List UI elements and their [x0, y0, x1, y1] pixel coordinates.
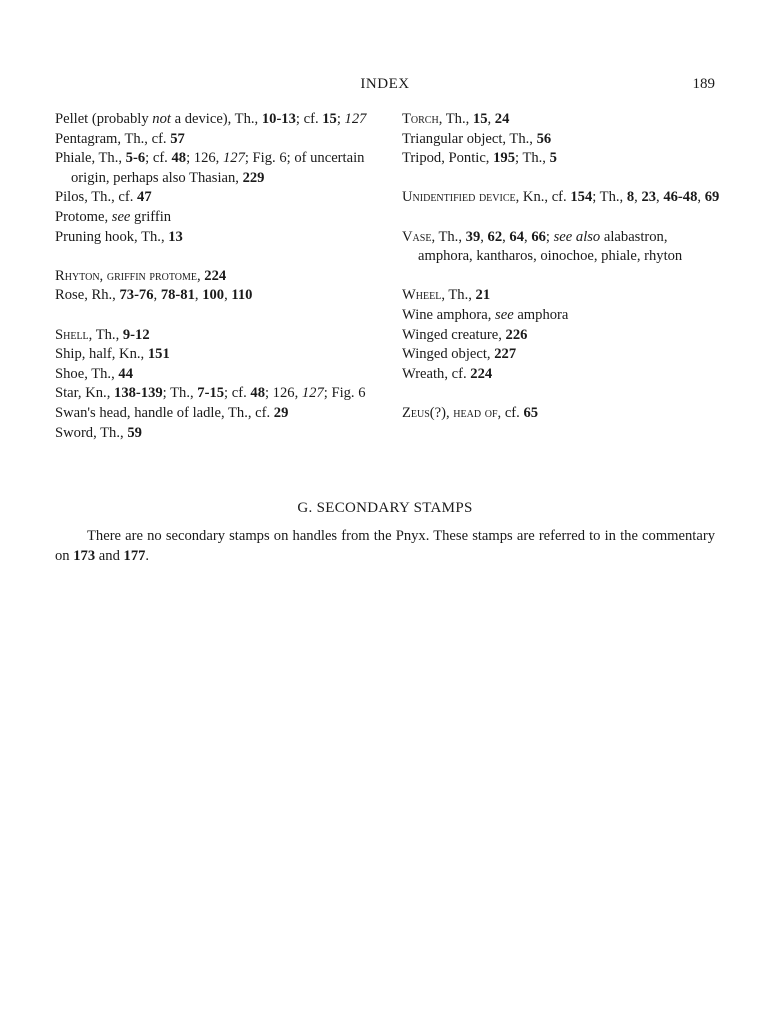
index-text: , Th., [438, 111, 473, 127]
index-entry [55, 326, 373, 346]
index-column-right [402, 110, 720, 443]
index-reference: 7-15 [197, 385, 225, 402]
index-text: Winged object, [402, 346, 495, 363]
index-entry [55, 228, 373, 248]
section-paragraph [55, 527, 715, 566]
index-reference: 177 [123, 547, 146, 564]
index-reference: 138-139 [114, 385, 163, 402]
index-headword: Torch [402, 111, 439, 127]
index-entry [402, 326, 720, 346]
index-reference: 65 [523, 404, 539, 421]
index-text: amphora [513, 306, 569, 323]
index-letter-group [402, 110, 720, 169]
index-entry [402, 306, 720, 326]
index-text: griffin [130, 208, 172, 225]
index-text: ; cf. [295, 111, 323, 127]
index-text: , [502, 228, 510, 245]
index-reference: 5 [549, 150, 557, 167]
index-text: , [487, 111, 495, 127]
index-entry [55, 110, 373, 130]
index-entry [55, 267, 373, 287]
index-headword: Unidentified device [402, 189, 516, 206]
index-text: There are no secondary stamps on handles from the Pnyx. These stamps are referred to in the commentary on [55, 528, 715, 564]
index-text: Swan's head, handle of ladle, Th., cf. [55, 404, 274, 421]
index-text: Shoe, Th., [55, 365, 119, 382]
index-entry [55, 286, 373, 306]
index-reference: 23 [641, 189, 657, 206]
index-reference: 9-12 [122, 326, 150, 343]
index-text: ; cf. [224, 385, 251, 402]
index-letter-group [402, 404, 720, 424]
index-reference: 24 [494, 111, 510, 127]
index-text: a device), Th., [170, 111, 262, 127]
index-reference: 226 [505, 326, 528, 343]
index-reference: 39 [465, 228, 481, 245]
index-reference: 48 [250, 385, 265, 402]
index-reference: 224 [470, 365, 493, 382]
index-reference: 15 [472, 111, 488, 127]
index-text: Pellet (probably [55, 111, 153, 127]
index-reference: 110 [231, 287, 253, 304]
index-entry [55, 365, 373, 385]
index-text: see also [553, 228, 601, 245]
index-text: not [152, 111, 171, 127]
index-entry [55, 384, 373, 404]
index-entry [402, 130, 720, 150]
index-entry [55, 345, 373, 365]
index-text: , Th., [88, 326, 123, 343]
index-reference: 8 [626, 189, 635, 206]
page-number: 189 [692, 76, 715, 92]
index-text: 127 [301, 385, 324, 402]
index-text: ; [336, 111, 345, 127]
index-text: and [95, 547, 124, 564]
index-reference: 15 [322, 111, 337, 127]
index-text: Wine amphora, [402, 306, 496, 323]
index-text: Ship, half, Kn., [55, 346, 148, 363]
index-text: Wreath, cf. [402, 365, 471, 382]
index-text: ; 126, [264, 385, 302, 402]
index-reference: 46-48 [663, 189, 698, 206]
index-letter-group [402, 188, 720, 208]
index-text: , [194, 287, 203, 304]
index-text: Pruning hook, Th., [55, 228, 169, 245]
index-text: Star, Kn., [55, 385, 115, 402]
index-reference: 229 [242, 169, 265, 186]
index-reference: 154 [570, 189, 593, 206]
index-text: , cf. [497, 404, 524, 421]
index-reference: 13 [168, 228, 183, 245]
index-reference: 56 [536, 130, 552, 147]
index-entry [55, 149, 373, 188]
index-text: Pentagram, Th., cf. [55, 130, 171, 147]
index-text: Phiale, Th., [55, 150, 126, 167]
index-text: Winged creature, [402, 326, 506, 343]
index-reference: 73-76 [119, 287, 154, 304]
index-text: ; Fig. 6; of uncertain origin, perhaps also Thasian, [71, 150, 365, 186]
index-text: Protome, [55, 208, 112, 225]
index-text: , Kn., cf. [515, 189, 571, 206]
index-text: . [145, 547, 150, 564]
index-text: , [656, 189, 664, 206]
index-reference: 195 [493, 150, 515, 167]
index-letter-group [402, 286, 720, 384]
index-reference: 66 [531, 228, 546, 245]
index-letter-group [55, 326, 373, 444]
index-entry [55, 208, 373, 228]
index-headword: Shell [55, 326, 89, 343]
index-text: ; Th., [592, 189, 627, 206]
index-reference: 64 [509, 228, 525, 245]
index-text: , Th., [441, 287, 476, 304]
index-text: ; cf. [145, 150, 172, 167]
index-reference: 173 [73, 547, 96, 564]
index-reference: 10-13 [261, 111, 296, 127]
index-entry [55, 188, 373, 208]
index-text: Triangular object, Th., [402, 130, 537, 147]
index-headword: Rhyton, griffin protome [55, 267, 197, 284]
index-reference: 62 [487, 228, 503, 245]
index-text: see [495, 306, 514, 323]
index-text: Rose, Rh., [55, 287, 120, 304]
index-reference: 47 [137, 189, 152, 206]
index-letter-group [402, 228, 720, 267]
index-entry [402, 345, 720, 365]
running-title: INDEX [360, 76, 410, 92]
section-title: G. SECONDARY STAMPS [297, 500, 473, 516]
index-text: alabastron, amphora, kantharos, oinochoe, phiale, rhyton [418, 228, 683, 265]
index-column-left [55, 110, 373, 463]
index-text: , [224, 287, 232, 304]
index-entry [402, 188, 720, 208]
index-entry [55, 130, 373, 150]
index-reference: 57 [170, 130, 185, 147]
index-headword: Vase [402, 228, 432, 245]
index-text: ; 126, [186, 150, 223, 167]
index-reference: 48 [171, 150, 187, 167]
index-text: , [634, 189, 642, 206]
index-text: , [697, 189, 705, 206]
index-reference: 151 [147, 346, 170, 363]
index-text: ; Th., [515, 150, 550, 167]
index-entry [402, 110, 720, 130]
index-reference: 78-81 [160, 287, 195, 304]
index-reference: 224 [204, 267, 227, 284]
index-text: Sword, Th., [55, 424, 128, 441]
index-headword: Wheel [402, 287, 442, 304]
index-text: , [480, 228, 488, 245]
index-entry [402, 286, 720, 306]
running-head [55, 76, 715, 98]
index-entry [402, 149, 720, 169]
index-text: see [111, 208, 131, 225]
index-reference: 69 [704, 189, 720, 206]
index-text: , [524, 228, 532, 245]
index-text: , Th., [431, 228, 466, 245]
index-reference: 21 [475, 287, 491, 304]
index-reference: 29 [273, 404, 289, 421]
index-entry [55, 424, 373, 444]
index-letter-group [55, 267, 373, 306]
index-text: Tripod, Pontic, [402, 150, 494, 167]
index-text: Pilos, Th., cf. [55, 189, 138, 206]
index-text: ; [545, 228, 554, 245]
index-text: ; Th., [162, 385, 198, 402]
index-reference: 100 [202, 287, 225, 304]
index-entry [402, 404, 720, 424]
index-reference: 5-6 [125, 150, 146, 167]
index-text: , [197, 267, 205, 284]
index-text: 127 [344, 111, 367, 127]
index-reference: 227 [494, 346, 517, 363]
index-text: , [153, 287, 161, 304]
index-text: ; Fig. 6 [323, 385, 366, 402]
index-headword: Zeus(?), head of [402, 404, 498, 421]
index-reference: 44 [118, 365, 133, 382]
index-entry [402, 365, 720, 385]
index-entry [55, 404, 373, 424]
index-reference: 59 [127, 424, 142, 441]
index-entry [402, 228, 720, 267]
index-letter-group [55, 110, 373, 247]
index-text: 127 [222, 150, 245, 167]
